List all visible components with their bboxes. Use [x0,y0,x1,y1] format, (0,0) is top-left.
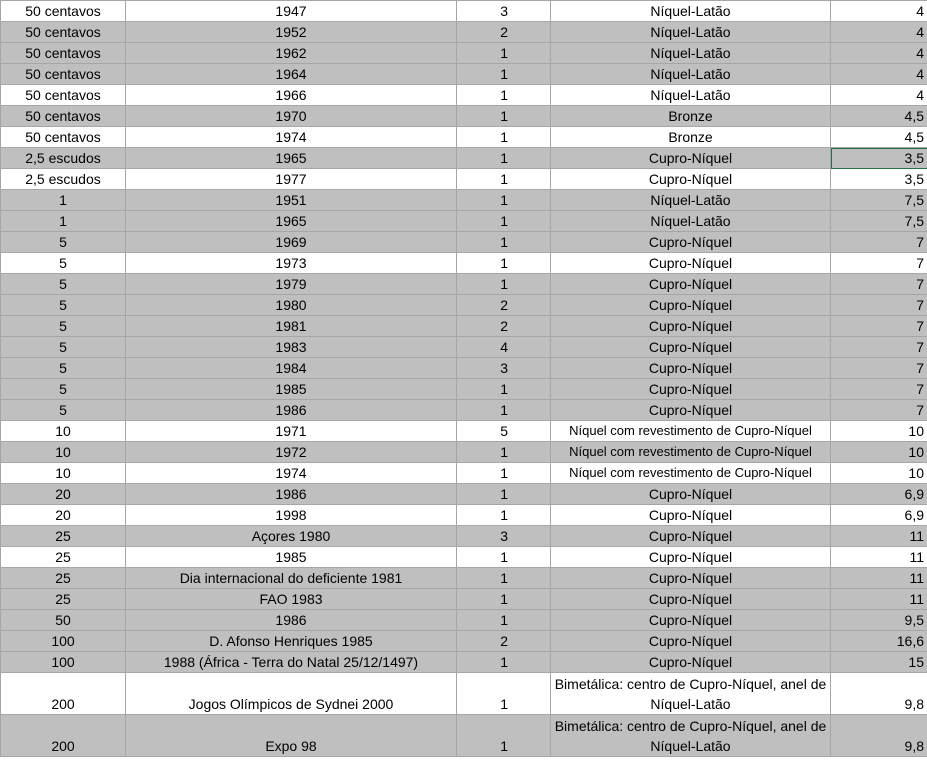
cell-year-description[interactable]: 1962 [126,43,457,64]
cell-material[interactable]: Bimetálica: centro de Cupro-Níquel, anel de Níquel-Latão [551,673,831,715]
table-row [1,85,927,106]
cell-weight[interactable]: 11 [831,589,927,610]
cell-material[interactable]: Níquel-Latão [551,43,831,64]
cell-denomination[interactable]: 10 [1,463,126,484]
table-row [1,358,927,379]
cell-year-description[interactable]: 1965 [126,211,457,232]
cell-denomination[interactable]: 50 centavos [1,106,126,127]
cell-material[interactable]: Cupro-Níquel [551,589,831,610]
cell-year-description[interactable]: 1988 (África - Terra do Natal 25/12/1497) [126,652,457,673]
cell-year-description[interactable]: FAO 1983 [126,589,457,610]
cell-year-description[interactable]: Expo 98 [126,715,457,757]
cell-year-description[interactable]: 1970 [126,106,457,127]
cell-quantity[interactable]: 1 [457,463,551,484]
cell-material[interactable]: Níquel com revestimento de Cupro-Níquel [551,463,831,484]
cell-denomination[interactable]: 50 centavos [1,22,126,43]
cell-denomination[interactable]: 25 [1,589,126,610]
cell-year-description[interactable]: 1986 [126,610,457,631]
table-row [1,64,927,85]
cell-material[interactable]: Cupro-Níquel [551,547,831,568]
table-row [1,22,927,43]
cell-denomination[interactable]: 5 [1,295,126,316]
cell-material[interactable]: Cupro-Níquel [551,652,831,673]
cell-quantity[interactable]: 1 [457,211,551,232]
cell-year-description[interactable]: 1983 [126,337,457,358]
cell-denomination[interactable]: 200 [1,715,126,757]
cell-quantity[interactable]: 1 [457,442,551,463]
cell-denomination[interactable]: 50 [1,610,126,631]
cell-denomination[interactable]: 20 [1,484,126,505]
cell-material[interactable]: Bronze [551,106,831,127]
cell-weight[interactable]: 7,5 [831,211,927,232]
cell-weight[interactable]: 10 [831,421,927,442]
cell-quantity[interactable]: 2 [457,631,551,652]
cell-year-description[interactable]: 1985 [126,379,457,400]
cell-denomination[interactable]: 5 [1,337,126,358]
cell-denomination[interactable]: 5 [1,316,126,337]
cell-material[interactable]: Cupro-Níquel [551,484,831,505]
cell-quantity[interactable]: 1 [457,148,551,169]
table-row [1,610,927,631]
cell-weight[interactable]: 9,8 [831,715,927,757]
table-row [1,232,927,253]
cell-denomination[interactable]: 2,5 escudos [1,148,126,169]
cell-weight[interactable]: 7 [831,379,927,400]
cell-year-description[interactable]: 1986 [126,400,457,421]
cell-weight[interactable]: 11 [831,526,927,547]
cell-quantity[interactable]: 1 [457,673,551,715]
cell-weight[interactable]: 4 [831,1,927,22]
table-row [1,631,927,652]
cell-quantity[interactable]: 1 [457,127,551,148]
cell-denomination[interactable]: 100 [1,631,126,652]
cell-year-description[interactable]: 1974 [126,127,457,148]
cell-denomination[interactable]: 5 [1,232,126,253]
cell-quantity[interactable]: 3 [457,526,551,547]
cell-material[interactable]: Níquel-Latão [551,64,831,85]
cell-year-description[interactable]: 1964 [126,64,457,85]
cell-material[interactable]: Cupro-Níquel [551,568,831,589]
table-row [1,463,927,484]
table-row [1,274,927,295]
cell-denomination[interactable]: 200 [1,673,126,715]
cell-material[interactable]: Bimetálica: centro de Cupro-Níquel, anel de Níquel-Latão [551,715,831,757]
cell-quantity[interactable]: 4 [457,337,551,358]
cell-denomination[interactable]: 50 centavos [1,1,126,22]
table-row [1,43,927,64]
cell-quantity[interactable]: 1 [457,190,551,211]
cell-year-description[interactable]: 1986 [126,484,457,505]
cell-year-description[interactable]: Jogos Olímpicos de Sydnei 2000 [126,673,457,715]
cell-quantity[interactable]: 1 [457,652,551,673]
table-row [1,547,927,568]
cell-year-description[interactable]: 1998 [126,505,457,526]
cell-weight[interactable]: 7 [831,274,927,295]
cell-quantity[interactable]: 1 [457,85,551,106]
cell-material[interactable]: Cupro-Níquel [551,169,831,190]
cell-material[interactable]: Cupro-Níquel [551,232,831,253]
cell-weight[interactable]: 4,5 [831,127,927,148]
cell-quantity[interactable]: 3 [457,358,551,379]
cell-year-description[interactable]: 1969 [126,232,457,253]
cell-year-description[interactable]: Açores 1980 [126,526,457,547]
cell-denomination[interactable]: 50 centavos [1,127,126,148]
cell-quantity[interactable]: 2 [457,22,551,43]
table-row [1,148,927,169]
cell-denomination[interactable]: 20 [1,505,126,526]
cell-quantity[interactable]: 1 [457,400,551,421]
cell-weight[interactable]: 7 [831,316,927,337]
table-row [1,190,927,211]
cell-material[interactable]: Níquel-Latão [551,85,831,106]
cell-material[interactable]: Cupro-Níquel [551,337,831,358]
cell-quantity[interactable]: 1 [457,610,551,631]
table-row [1,652,927,673]
cell-material[interactable]: Cupro-Níquel [551,358,831,379]
cell-material[interactable]: Níquel-Latão [551,1,831,22]
cell-weight[interactable]: 3,5 [831,148,927,169]
cell-weight[interactable]: 7 [831,358,927,379]
cell-denomination[interactable]: 2,5 escudos [1,169,126,190]
cell-year-description[interactable]: 1985 [126,547,457,568]
cell-material[interactable]: Cupro-Níquel [551,253,831,274]
table-row [1,568,927,589]
cell-material[interactable]: Níquel com revestimento de Cupro-Níquel [551,442,831,463]
table-row [1,421,927,442]
table-row [1,295,927,316]
cell-denomination[interactable]: 10 [1,442,126,463]
cell-material[interactable]: Níquel com revestimento de Cupro-Níquel [551,421,831,442]
table-row [1,589,927,610]
cell-denomination[interactable]: 50 centavos [1,43,126,64]
cell-material[interactable]: Cupro-Níquel [551,316,831,337]
cell-weight[interactable]: 9,5 [831,610,927,631]
cell-weight[interactable]: 4 [831,85,927,106]
cell-quantity[interactable]: 1 [457,484,551,505]
cell-quantity[interactable]: 1 [457,589,551,610]
cell-quantity[interactable]: 1 [457,43,551,64]
cell-denomination[interactable]: 25 [1,547,126,568]
cell-material[interactable]: Cupro-Níquel [551,274,831,295]
cell-year-description[interactable]: 1947 [126,1,457,22]
cell-year-description[interactable]: 1981 [126,316,457,337]
cell-weight[interactable]: 3,5 [831,169,927,190]
cell-year-description[interactable]: 1973 [126,253,457,274]
cell-quantity[interactable]: 1 [457,379,551,400]
cell-year-description[interactable]: 1965 [126,148,457,169]
cell-year-description[interactable]: 1979 [126,274,457,295]
spreadsheet-body [1,1,927,757]
cell-material[interactable]: Cupro-Níquel [551,148,831,169]
cell-quantity[interactable]: 5 [457,421,551,442]
cell-weight[interactable]: 6,9 [831,505,927,526]
cell-weight[interactable]: 4 [831,64,927,85]
cell-year-description[interactable]: Dia internacional do deficiente 1981 [126,568,457,589]
cell-year-description[interactable]: 1977 [126,169,457,190]
cell-year-description[interactable]: 1966 [126,85,457,106]
cell-weight[interactable]: 7 [831,400,927,421]
cell-weight[interactable]: 11 [831,547,927,568]
cell-quantity[interactable]: 1 [457,232,551,253]
table-row [1,1,927,22]
cell-denomination[interactable]: 5 [1,358,126,379]
cell-weight[interactable]: 16,6 [831,631,927,652]
table-row [1,442,927,463]
table-row [1,316,927,337]
cell-quantity[interactable]: 1 [457,253,551,274]
cell-weight[interactable]: 4,5 [831,106,927,127]
table-row [1,337,927,358]
cell-denomination[interactable]: 25 [1,526,126,547]
table-row [1,127,927,148]
cell-weight[interactable]: 7 [831,253,927,274]
table-row [1,484,927,505]
cell-quantity[interactable]: 3 [457,1,551,22]
cell-year-description[interactable]: 1980 [126,295,457,316]
table-row [1,715,927,757]
table-row [1,526,927,547]
cell-denomination[interactable]: 5 [1,379,126,400]
table-row [1,400,927,421]
cell-denomination[interactable]: 100 [1,652,126,673]
table-row [1,505,927,526]
cell-year-description[interactable]: 1951 [126,190,457,211]
cell-denomination[interactable]: 1 [1,211,126,232]
cell-weight[interactable]: 7,5 [831,190,927,211]
cell-year-description[interactable]: 1974 [126,463,457,484]
cell-denomination[interactable]: 5 [1,400,126,421]
cell-year-description[interactable]: 1984 [126,358,457,379]
table-row [1,253,927,274]
cell-denomination[interactable]: 50 centavos [1,85,126,106]
cell-material[interactable]: Cupro-Níquel [551,400,831,421]
cell-quantity[interactable]: 1 [457,64,551,85]
cell-denomination[interactable]: 5 [1,253,126,274]
cell-material[interactable]: Bronze [551,127,831,148]
cell-denomination[interactable]: 5 [1,274,126,295]
cell-quantity[interactable]: 1 [457,106,551,127]
cell-quantity[interactable]: 1 [457,568,551,589]
cell-quantity[interactable]: 2 [457,316,551,337]
cell-material[interactable]: Níquel-Latão [551,22,831,43]
cell-quantity[interactable]: 1 [457,715,551,757]
table-row [1,106,927,127]
cell-quantity[interactable]: 1 [457,505,551,526]
cell-year-description[interactable]: D. Afonso Henriques 1985 [126,631,457,652]
table-row [1,169,927,190]
cell-weight[interactable]: 11 [831,568,927,589]
cell-weight[interactable]: 7 [831,337,927,358]
cell-weight[interactable]: 10 [831,463,927,484]
cell-weight[interactable]: 10 [831,442,927,463]
cell-material[interactable]: Níquel-Latão [551,190,831,211]
cell-year-description[interactable]: 1952 [126,22,457,43]
cell-denomination[interactable]: 25 [1,568,126,589]
cell-weight[interactable]: 15 [831,652,927,673]
cell-weight[interactable]: 4 [831,43,927,64]
cell-material[interactable]: Cupro-Níquel [551,295,831,316]
cell-weight[interactable]: 9,8 [831,673,927,715]
cell-material[interactable]: Cupro-Níquel [551,505,831,526]
cell-weight[interactable]: 6,9 [831,484,927,505]
cell-material[interactable]: Níquel-Latão [551,211,831,232]
table-row [1,211,927,232]
cell-material[interactable]: Cupro-Níquel [551,631,831,652]
table-row [1,673,927,715]
cell-weight[interactable]: 7 [831,295,927,316]
cell-weight[interactable]: 4 [831,22,927,43]
cell-quantity[interactable]: 1 [457,547,551,568]
cell-material[interactable]: Cupro-Níquel [551,379,831,400]
cell-denomination[interactable]: 1 [1,190,126,211]
cell-quantity[interactable]: 1 [457,274,551,295]
cell-quantity[interactable]: 2 [457,295,551,316]
cell-quantity[interactable]: 1 [457,169,551,190]
cell-material[interactable]: Cupro-Níquel [551,526,831,547]
cell-material[interactable]: Cupro-Níquel [551,610,831,631]
table-row [1,379,927,400]
cell-year-description[interactable]: 1971 [126,421,457,442]
cell-denomination[interactable]: 50 centavos [1,64,126,85]
cell-weight[interactable]: 7 [831,232,927,253]
cell-denomination[interactable]: 10 [1,421,126,442]
cell-year-description[interactable]: 1972 [126,442,457,463]
